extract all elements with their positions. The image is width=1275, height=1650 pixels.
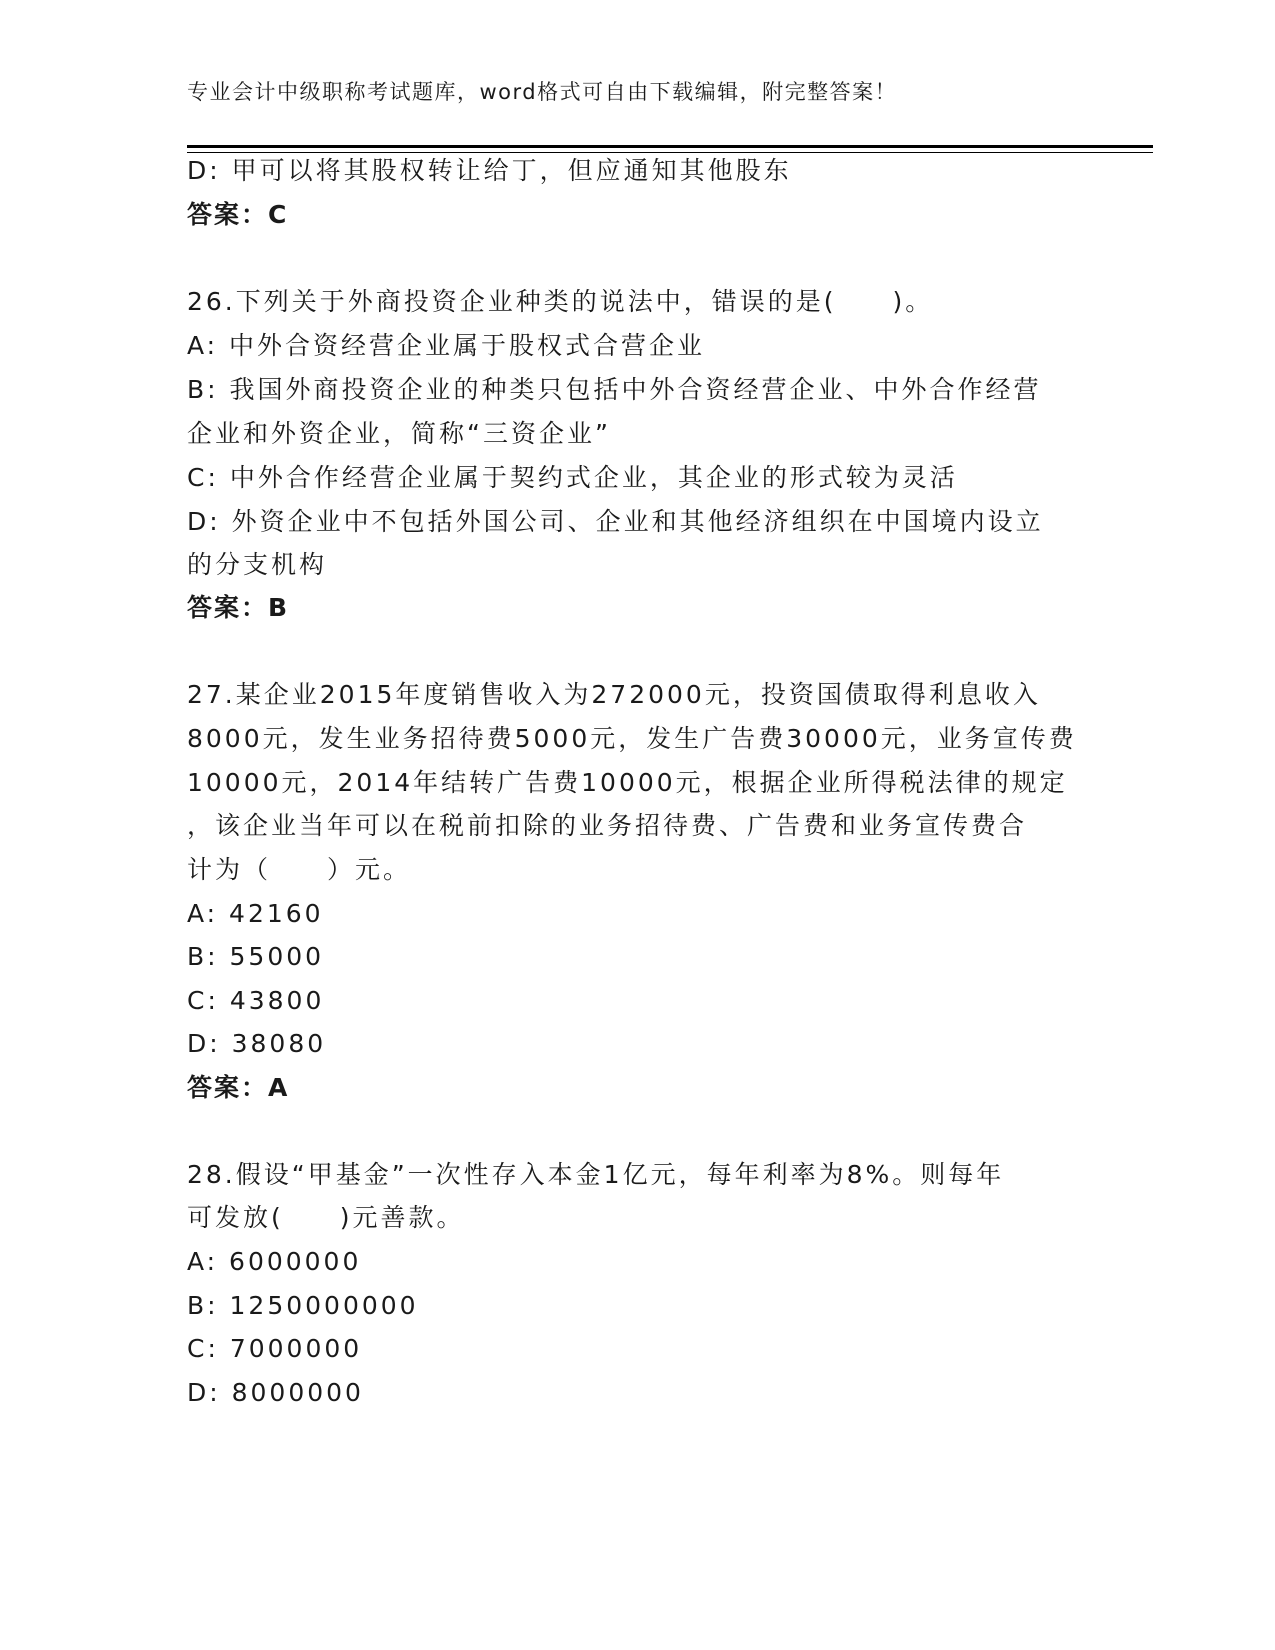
q27-stem-line1: 27.某企业2015年度销售收入为272000元，投资国债取得利息收入 bbox=[187, 680, 1041, 709]
q27-stem-line5: 计为（ ）元。 bbox=[187, 855, 412, 884]
q28-option-b: B: 1250000000 bbox=[187, 1291, 419, 1320]
q28-stem-line2: 可发放( )元善款。 bbox=[187, 1203, 465, 1232]
q27-option-a: A: 42160 bbox=[187, 899, 324, 928]
page-header: 专业会计中级职称考试题库，word格式可自由下载编辑，附完整答案！ bbox=[187, 80, 898, 104]
q28-option-a: A: 6000000 bbox=[187, 1247, 362, 1276]
header-rule-thin bbox=[187, 152, 1153, 153]
q27-option-d: D: 38080 bbox=[187, 1029, 327, 1058]
q28-option-d: D: 8000000 bbox=[187, 1378, 364, 1407]
q26-option-b-line1: B: 我国外商投资企业的种类只包括中外合资经营企业、中外合作经营 bbox=[187, 375, 1042, 404]
q26-option-d-line2: 的分支机构 bbox=[187, 550, 328, 579]
q27-answer: 答案：A bbox=[187, 1073, 290, 1102]
q28-option-c: C: 7000000 bbox=[187, 1334, 363, 1363]
q28-stem-line1: 28.假设“甲基金”一次性存入本金1亿元，每年利率为8%。则每年 bbox=[187, 1160, 1005, 1189]
header-rule-thick bbox=[187, 145, 1153, 148]
q26-option-c: C: 中外合作经营企业属于契约式企业，其企业的形式较为灵活 bbox=[187, 463, 958, 492]
q27-option-b: B: 55000 bbox=[187, 942, 325, 971]
q27-stem-line2: 8000元，发生业务招待费5000元，发生广告费30000元，业务宣传费 bbox=[187, 724, 1077, 753]
q25-option-d: D: 甲可以将其股权转让给丁，但应通知其他股东 bbox=[187, 156, 792, 185]
q26-option-b-line2: 企业和外资企业，简称“三资企业” bbox=[187, 419, 611, 448]
q26-option-a: A: 中外合资经营企业属于股权式合营企业 bbox=[187, 331, 706, 360]
q25-answer: 答案：C bbox=[187, 200, 289, 229]
q27-option-c: C: 43800 bbox=[187, 986, 325, 1015]
q26-option-d-line1: D: 外资企业中不包括外国公司、企业和其他经济组织在中国境内设立 bbox=[187, 507, 1044, 536]
q27-stem-line4: ，该企业当年可以在税前扣除的业务招待费、广告费和业务宣传费合 bbox=[187, 811, 1028, 840]
q27-stem-line3: 10000元，2014年结转广告费10000元，根据企业所得税法律的规定 bbox=[187, 768, 1068, 797]
q26-answer: 答案：B bbox=[187, 593, 290, 622]
q26-stem: 26.下列关于外商投资企业种类的说法中，错误的是( )。 bbox=[187, 287, 934, 316]
